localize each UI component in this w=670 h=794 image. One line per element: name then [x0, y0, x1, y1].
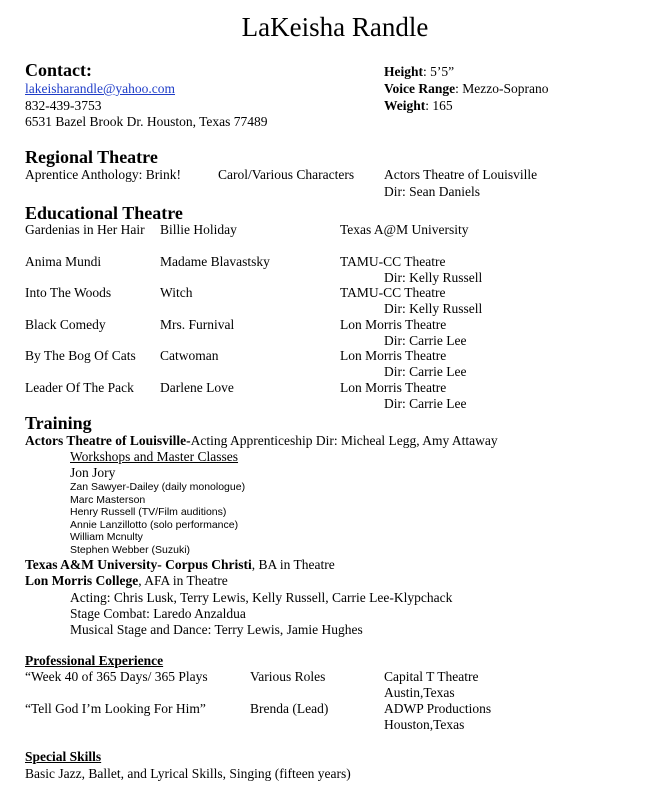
- edu-role: Billie Holiday: [160, 222, 237, 237]
- training-heading: Training: [25, 413, 92, 433]
- edu-show: Black Comedy: [25, 317, 106, 332]
- edu-director: Dir: Carrie Lee: [384, 396, 467, 411]
- lon-name: Lon Morris College: [25, 573, 139, 588]
- workshop-item: Stephen Webber (Suzuki): [70, 544, 191, 556]
- edu-venue: Lon Morris Theatre: [340, 348, 447, 363]
- weight-label: Weight: [384, 98, 426, 113]
- edu-show: Anima Mundi: [25, 254, 102, 269]
- skills-heading: Special Skills: [25, 749, 102, 764]
- training-atl: [25, 433, 498, 449]
- atl-details: Acting Apprenticeship Dir: Micheal Legg, Amy Attaway: [190, 433, 498, 448]
- edu-venue: TAMU-CC Theatre: [340, 285, 446, 300]
- tamu-degree: , BA in Theatre: [251, 557, 335, 572]
- voice-label: Voice Range: [384, 81, 456, 96]
- educational-heading: Educational Theatre: [25, 203, 183, 223]
- workshop-item: William Mcnulty: [70, 531, 143, 543]
- tamu-name: Texas A&M University- Corpus Christi: [25, 557, 252, 572]
- workshop-item: Zan Sawyer-Dailey (daily monologue): [70, 481, 246, 493]
- edu-role: Witch: [160, 285, 193, 300]
- pro-city: Austin,Texas: [384, 685, 455, 700]
- lon-detail: Musical Stage and Dance: Terry Lewis, Jamie Hughes: [70, 622, 363, 637]
- pro-role: Various Roles: [250, 669, 326, 684]
- resume-name: LaKeisha Randle: [241, 12, 429, 42]
- voice-line: [384, 81, 548, 97]
- regional-show: Aprentice Anthology: Brink!: [25, 167, 181, 182]
- edu-director: Dir: Kelly Russell: [384, 270, 483, 285]
- pro-venue: Capital T Theatre: [384, 669, 479, 684]
- lon-detail: Stage Combat: Laredo Anzaldua: [70, 606, 246, 621]
- workshop-item: Annie Lanzillotto (solo performance): [70, 519, 239, 531]
- height-label: Height: [384, 64, 423, 79]
- pro-role: Brenda (Lead): [250, 701, 329, 716]
- pro-city: Houston,Texas: [384, 717, 465, 732]
- lon-degree: , AFA in Theatre: [138, 573, 228, 588]
- workshop-jon-jory: Jon Jory: [70, 465, 116, 480]
- pro-venue: ADWP Productions: [384, 701, 492, 716]
- edu-venue: Texas A@M University: [340, 222, 469, 237]
- regional-heading: Regional Theatre: [25, 147, 158, 167]
- height-value: : 5’5”: [423, 64, 455, 79]
- training-lon-morris: [25, 573, 228, 589]
- regional-role: Carol/Various Characters: [218, 167, 355, 182]
- workshop-item: Marc Masterson: [70, 494, 146, 506]
- contact-heading: Contact:: [25, 60, 92, 80]
- pro-show: “Week 40 of 365 Days/ 365 Plays: [25, 669, 208, 684]
- edu-director: Dir: Kelly Russell: [384, 301, 483, 316]
- edu-venue: TAMU-CC Theatre: [340, 254, 446, 269]
- edu-director: Dir: Carrie Lee: [384, 364, 467, 379]
- edu-role: Madame Blavastsky: [160, 254, 270, 269]
- edu-show: By The Bog Of Cats: [25, 348, 136, 363]
- edu-role: Mrs. Furnival: [160, 317, 235, 332]
- email-link[interactable]: lakeisharandle@yahoo.com: [25, 81, 176, 96]
- regional-director: Dir: Sean Daniels: [384, 184, 480, 199]
- regional-venue: Actors Theatre of Louisville: [384, 167, 538, 182]
- contact-phone: 832-439-3753: [25, 98, 102, 113]
- edu-show: Into The Woods: [25, 285, 112, 300]
- edu-show: Leader Of The Pack: [25, 380, 134, 395]
- contact-address: 6531 Bazel Brook Dr. Houston, Texas 77489: [25, 114, 268, 129]
- training-tamu: [25, 557, 335, 573]
- workshops-heading-text: Workshops and Master Classes: [70, 449, 239, 464]
- edu-director: Dir: Carrie Lee: [384, 333, 467, 348]
- height-line: [384, 64, 454, 80]
- workshop-item: Henry Russell (TV/Film auditions): [70, 506, 227, 518]
- professional-heading: Professional Experience: [25, 653, 164, 668]
- pro-show: “Tell God I’m Looking For Him”: [25, 701, 206, 716]
- edu-venue: Lon Morris Theatre: [340, 317, 447, 332]
- edu-role: Darlene Love: [160, 380, 234, 395]
- voice-value: : Mezzo-Soprano: [455, 81, 549, 96]
- edu-show: Gardenias in Her Hair: [25, 222, 145, 237]
- edu-role: Catwoman: [160, 348, 219, 363]
- contact-email[interactable]: [25, 81, 175, 97]
- edu-venue: Lon Morris Theatre: [340, 380, 447, 395]
- atl-name: Actors Theatre of Louisville-: [25, 433, 191, 448]
- weight-line: [384, 98, 453, 114]
- workshops-heading: [70, 449, 238, 465]
- weight-value: : 165: [425, 98, 453, 113]
- skills-text: Basic Jazz, Ballet, and Lyrical Skills, Singing (fifteen years): [25, 766, 351, 781]
- lon-detail: Acting: Chris Lusk, Terry Lewis, Kelly Russell, Carrie Lee-Klypchack: [70, 590, 453, 605]
